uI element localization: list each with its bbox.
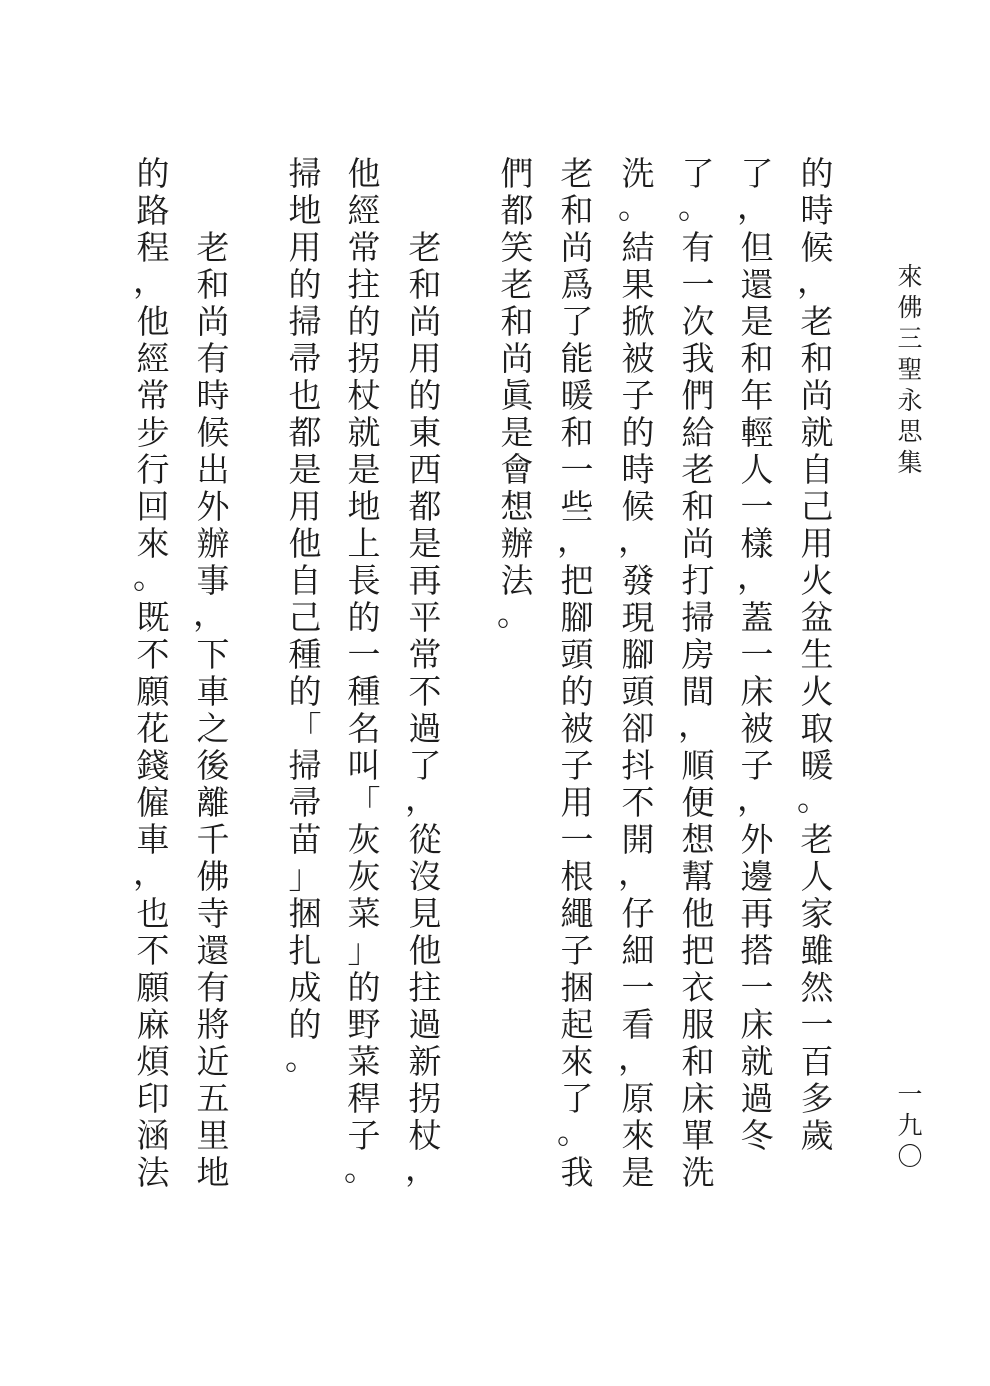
glyph: 叫	[347, 746, 381, 785]
glyph: ，	[193, 594, 226, 633]
glyph: ，	[618, 520, 651, 559]
glyph: 細	[621, 931, 655, 970]
glyph: 邊	[740, 857, 774, 896]
glyph: 。	[797, 779, 830, 818]
glyph: 一	[740, 487, 774, 526]
glyph: 順	[681, 746, 715, 785]
glyph: 了	[681, 154, 715, 193]
glyph: 苗	[288, 820, 322, 859]
glyph: 既	[136, 598, 170, 637]
glyph: 車	[136, 820, 170, 859]
glyph: 暖	[560, 376, 594, 415]
glyph: ，	[737, 779, 770, 818]
glyph: 歲	[800, 1116, 834, 1155]
glyph: 冬	[740, 1116, 774, 1155]
glyph: 生	[800, 635, 834, 674]
glyph: 永	[897, 386, 923, 415]
glyph: 腳	[621, 635, 655, 674]
glyph: 事	[196, 561, 230, 600]
glyph: 行	[136, 450, 170, 489]
glyph: 思	[897, 417, 923, 446]
glyph: 床	[740, 1005, 774, 1044]
glyph: 沒	[408, 857, 442, 896]
glyph: 」	[347, 931, 381, 970]
glyph: 但	[740, 228, 774, 267]
glyph: 錢	[136, 746, 170, 785]
glyph: 眞	[500, 376, 534, 415]
glyph: 不	[408, 672, 442, 711]
glyph: ，	[133, 261, 166, 300]
glyph: 法	[136, 1153, 170, 1192]
glyph: 將	[196, 1005, 230, 1044]
glyph: 野	[347, 1005, 381, 1044]
glyph: 程	[136, 228, 170, 267]
glyph: 〇	[897, 1142, 923, 1171]
glyph: 都	[288, 413, 322, 452]
glyph: 些	[560, 487, 594, 526]
glyph: 也	[288, 376, 322, 415]
glyph: 間	[681, 672, 715, 711]
glyph: 起	[560, 1005, 594, 1044]
glyph: 用	[288, 228, 322, 267]
glyph: 被	[560, 709, 594, 748]
glyph: 東	[408, 413, 442, 452]
glyph: 的	[347, 968, 381, 1007]
glyph: 一	[800, 1005, 834, 1044]
glyph: 帚	[288, 339, 322, 378]
glyph: 雖	[800, 931, 834, 970]
glyph: ，	[405, 1149, 438, 1188]
glyph: 時	[196, 376, 230, 415]
glyph: 見	[408, 894, 442, 933]
glyph: 涵	[136, 1116, 170, 1155]
glyph: 他	[136, 302, 170, 341]
glyph: 三	[897, 324, 923, 353]
glyph: 他	[288, 524, 322, 563]
glyph	[405, 155, 445, 192]
glyph: ，	[557, 520, 590, 559]
glyph: 想	[500, 487, 534, 526]
glyph: 後	[196, 746, 230, 785]
glyph: 老	[408, 228, 442, 267]
glyph: 我	[560, 1153, 594, 1192]
glyph: 捆	[288, 894, 322, 933]
glyph: 輕	[740, 413, 774, 452]
glyph: 近	[196, 1042, 230, 1081]
glyph: 用	[408, 339, 442, 378]
glyph: 有	[196, 339, 230, 378]
glyph: 自	[800, 450, 834, 489]
glyph: 想	[681, 820, 715, 859]
glyph: 離	[196, 783, 230, 822]
glyph: ，	[797, 261, 830, 300]
glyph: 家	[800, 894, 834, 933]
glyph: 拐	[408, 1079, 442, 1118]
glyph: 的	[288, 265, 322, 304]
glyph: 集	[897, 448, 923, 477]
glyph: 經	[136, 339, 170, 378]
glyph: 過	[408, 709, 442, 748]
glyph: 人	[800, 857, 834, 896]
glyph: 辦	[196, 524, 230, 563]
glyph: 千	[196, 820, 230, 859]
glyph: 和	[560, 191, 594, 230]
glyph: 和	[681, 487, 715, 526]
glyph: 尚	[196, 302, 230, 341]
glyph: 還	[196, 931, 230, 970]
glyph: 一	[897, 1080, 923, 1109]
glyph: 辦	[500, 524, 534, 563]
glyph: 上	[347, 524, 381, 563]
glyph: 來	[560, 1042, 594, 1081]
glyph: 。	[133, 557, 166, 596]
glyph: 九	[897, 1111, 923, 1140]
glyph: 蓋	[740, 598, 774, 637]
glyph: 一	[681, 265, 715, 304]
glyph: 他	[347, 154, 381, 193]
glyph: ，	[737, 187, 770, 226]
glyph: 原	[621, 1079, 655, 1118]
glyph: 候	[800, 228, 834, 267]
glyph: 子	[621, 376, 655, 415]
glyph: 拄	[408, 968, 442, 1007]
glyph: 杖	[408, 1116, 442, 1155]
glyph: 會	[500, 450, 534, 489]
glyph: 「	[288, 709, 322, 748]
glyph: 願	[136, 672, 170, 711]
glyph: 的	[800, 154, 834, 193]
glyph: 了	[740, 154, 774, 193]
glyph: 來	[897, 262, 923, 291]
glyph: 扎	[288, 931, 322, 970]
glyph: 老	[800, 302, 834, 341]
glyph: 新	[408, 1042, 442, 1081]
glyph: 和	[560, 413, 594, 452]
glyph: 的	[288, 1005, 322, 1044]
glyph: 頭	[621, 672, 655, 711]
glyph: 取	[800, 709, 834, 748]
glyph: 平	[408, 598, 442, 637]
glyph: 從	[408, 820, 442, 859]
glyph: 多	[800, 1079, 834, 1118]
glyph: 外	[196, 487, 230, 526]
glyph: 人	[740, 450, 774, 489]
glyph: 掀	[621, 302, 655, 341]
glyph	[193, 155, 233, 192]
glyph: 是	[740, 302, 774, 341]
glyph: 和	[800, 339, 834, 378]
glyph: 一	[560, 450, 594, 489]
glyph: 過	[408, 1005, 442, 1044]
glyph: 盆	[800, 598, 834, 637]
glyph: 種	[288, 635, 322, 674]
glyph: 「	[347, 783, 381, 822]
glyph: 就	[740, 1042, 774, 1081]
glyph: 單	[681, 1116, 715, 1155]
glyph: 子	[560, 931, 594, 970]
glyph: 常	[136, 376, 170, 415]
glyph: 頭	[560, 635, 594, 674]
glyph: 地	[288, 191, 322, 230]
glyph: 名	[347, 709, 381, 748]
glyph: 一	[621, 968, 655, 1007]
glyph: 外	[740, 820, 774, 859]
glyph: 五	[196, 1079, 230, 1118]
glyph: 床	[681, 1079, 715, 1118]
glyph	[405, 192, 445, 229]
glyph: 里	[196, 1116, 230, 1155]
glyph: 根	[560, 857, 594, 896]
glyph: 都	[408, 487, 442, 526]
glyph: 時	[800, 191, 834, 230]
glyph: 路	[136, 191, 170, 230]
glyph: 聖	[897, 355, 923, 384]
glyph: 尚	[681, 524, 715, 563]
glyph: 和	[681, 1042, 715, 1081]
glyph: ，	[618, 853, 651, 892]
glyph: 掃	[681, 598, 715, 637]
glyph: 不	[136, 931, 170, 970]
glyph: 拐	[347, 339, 381, 378]
glyph: 。	[678, 187, 711, 226]
glyph: 們	[681, 376, 715, 415]
glyph: 們	[500, 154, 534, 193]
glyph: 和	[196, 265, 230, 304]
glyph: 杖	[347, 376, 381, 415]
glyph: 腳	[560, 598, 594, 637]
glyph: 的	[408, 376, 442, 415]
glyph: 回	[136, 487, 170, 526]
glyph: 便	[681, 783, 715, 822]
glyph: 掃	[288, 302, 322, 341]
glyph: 我	[681, 339, 715, 378]
glyph: 他	[408, 931, 442, 970]
glyph: ，	[618, 1038, 651, 1077]
glyph: 。	[618, 187, 651, 226]
glyph: 常	[408, 635, 442, 674]
glyph: 的	[347, 302, 381, 341]
glyph: 果	[621, 265, 655, 304]
glyph: 的	[560, 672, 594, 711]
glyph: 灰	[347, 857, 381, 896]
glyph: 寺	[196, 894, 230, 933]
glyph: 仔	[621, 894, 655, 933]
glyph: 都	[500, 191, 534, 230]
glyph: 然	[800, 968, 834, 1007]
glyph: 一	[740, 968, 774, 1007]
glyph: 灰	[347, 820, 381, 859]
glyph: 車	[196, 672, 230, 711]
glyph: 過	[740, 1079, 774, 1118]
glyph: 候	[621, 487, 655, 526]
glyph: 和	[740, 339, 774, 378]
glyph: 不	[621, 783, 655, 822]
glyph: 法	[500, 561, 534, 600]
glyph: 子	[560, 746, 594, 785]
glyph: 來	[136, 524, 170, 563]
glyph: ，	[405, 779, 438, 818]
glyph: 西	[408, 450, 442, 489]
glyph: 捆	[560, 968, 594, 1007]
glyph: 常	[347, 228, 381, 267]
glyph: 是	[500, 413, 534, 452]
glyph: 不	[136, 635, 170, 674]
glyph: 服	[681, 1005, 715, 1044]
glyph: 的	[288, 672, 322, 711]
glyph: 還	[740, 265, 774, 304]
glyph: 印	[136, 1079, 170, 1118]
glyph: 自	[288, 561, 322, 600]
glyph	[193, 192, 233, 229]
glyph: ，	[737, 557, 770, 596]
glyph: 稈	[347, 1079, 381, 1118]
glyph: 老	[500, 265, 534, 304]
glyph: 出	[196, 450, 230, 489]
glyph: 地	[347, 487, 381, 526]
glyph: 是	[288, 450, 322, 489]
glyph: 。	[497, 594, 530, 633]
glyph: 爲	[560, 265, 594, 304]
glyph: 火	[800, 561, 834, 600]
glyph: 己	[800, 487, 834, 526]
glyph: 房	[681, 635, 715, 674]
glyph: 老	[800, 820, 834, 859]
glyph: 老	[196, 228, 230, 267]
glyph: 來	[621, 1116, 655, 1155]
glyph: 掃	[288, 154, 322, 193]
glyph: 次	[681, 302, 715, 341]
glyph: 」	[288, 857, 322, 896]
glyph: 樣	[740, 524, 774, 563]
glyph: 尚	[500, 339, 534, 378]
glyph: 尚	[800, 376, 834, 415]
glyph: 尚	[560, 228, 594, 267]
glyph: 給	[681, 413, 715, 452]
glyph: 再	[408, 561, 442, 600]
glyph: ，	[678, 705, 711, 744]
glyph: 把	[681, 931, 715, 970]
glyph: 有	[196, 968, 230, 1007]
glyph: 了	[560, 1079, 594, 1118]
glyph: 掃	[288, 746, 322, 785]
glyph: 衣	[681, 968, 715, 1007]
glyph: 願	[136, 968, 170, 1007]
glyph: 火	[800, 672, 834, 711]
glyph: 子	[347, 1116, 381, 1155]
glyph: 再	[740, 894, 774, 933]
glyph: 。	[344, 1149, 377, 1188]
glyph: 一	[560, 820, 594, 859]
glyph: 己	[288, 598, 322, 637]
glyph: 僱	[136, 783, 170, 822]
glyph: 有	[681, 228, 715, 267]
glyph: 幫	[681, 857, 715, 896]
glyph: 和	[408, 265, 442, 304]
glyph: 經	[347, 191, 381, 230]
glyph: 他	[681, 894, 715, 933]
glyph: 就	[347, 413, 381, 452]
glyph: 洗	[681, 1153, 715, 1192]
glyph: 是	[347, 450, 381, 489]
glyph: 候	[196, 413, 230, 452]
glyph: 打	[681, 561, 715, 600]
glyph: 發	[621, 561, 655, 600]
glyph: 用	[560, 783, 594, 822]
glyph: 尚	[408, 302, 442, 341]
glyph: 被	[740, 709, 774, 748]
glyph: 子	[740, 746, 774, 785]
glyph: 長	[347, 561, 381, 600]
glyph: 花	[136, 709, 170, 748]
glyph: 百	[800, 1042, 834, 1081]
glyph: 菜	[347, 1042, 381, 1081]
glyph: 年	[740, 376, 774, 415]
glyph: 老	[560, 154, 594, 193]
glyph: 了	[408, 746, 442, 785]
glyph: 煩	[136, 1042, 170, 1081]
glyph: 抖	[621, 746, 655, 785]
glyph: ，	[133, 853, 166, 892]
glyph: 用	[800, 524, 834, 563]
glyph: 的	[347, 598, 381, 637]
glyph: 笑	[500, 228, 534, 267]
glyph: 看	[621, 1005, 655, 1044]
glyph: 麻	[136, 1005, 170, 1044]
glyph: 洗	[621, 154, 655, 193]
glyph: 成	[288, 968, 322, 1007]
glyph: 拄	[347, 265, 381, 304]
glyph: 暖	[800, 746, 834, 785]
glyph: 種	[347, 672, 381, 711]
glyph: 結	[621, 228, 655, 267]
glyph: 佛	[196, 857, 230, 896]
glyph: 被	[621, 339, 655, 378]
glyph: 把	[560, 561, 594, 600]
glyph: 的	[136, 154, 170, 193]
glyph: 帚	[288, 783, 322, 822]
glyph: 菜	[347, 894, 381, 933]
glyph: 一	[740, 635, 774, 674]
glyph: 繩	[560, 894, 594, 933]
glyph: 開	[621, 820, 655, 859]
glyph: 也	[136, 894, 170, 933]
glyph: 。	[557, 1112, 590, 1151]
glyph: 和	[500, 302, 534, 341]
glyph: 地	[196, 1153, 230, 1192]
glyph: 用	[288, 487, 322, 526]
glyph: 的	[621, 413, 655, 452]
glyph: 是	[408, 524, 442, 563]
glyph: 搭	[740, 931, 774, 970]
glyph: 一	[347, 635, 381, 674]
glyph: 是	[621, 1153, 655, 1192]
glyph: 佛	[897, 293, 923, 322]
glyph: 卻	[621, 709, 655, 748]
glyph: 老	[681, 450, 715, 489]
glyph: 時	[621, 450, 655, 489]
glyph: 下	[196, 635, 230, 674]
glyph: 之	[196, 709, 230, 748]
glyph: 就	[800, 413, 834, 452]
glyph: 了	[560, 302, 594, 341]
glyph: 床	[740, 672, 774, 711]
glyph: 現	[621, 598, 655, 637]
glyph: 。	[285, 1038, 318, 1077]
glyph: 步	[136, 413, 170, 452]
glyph: 能	[560, 339, 594, 378]
